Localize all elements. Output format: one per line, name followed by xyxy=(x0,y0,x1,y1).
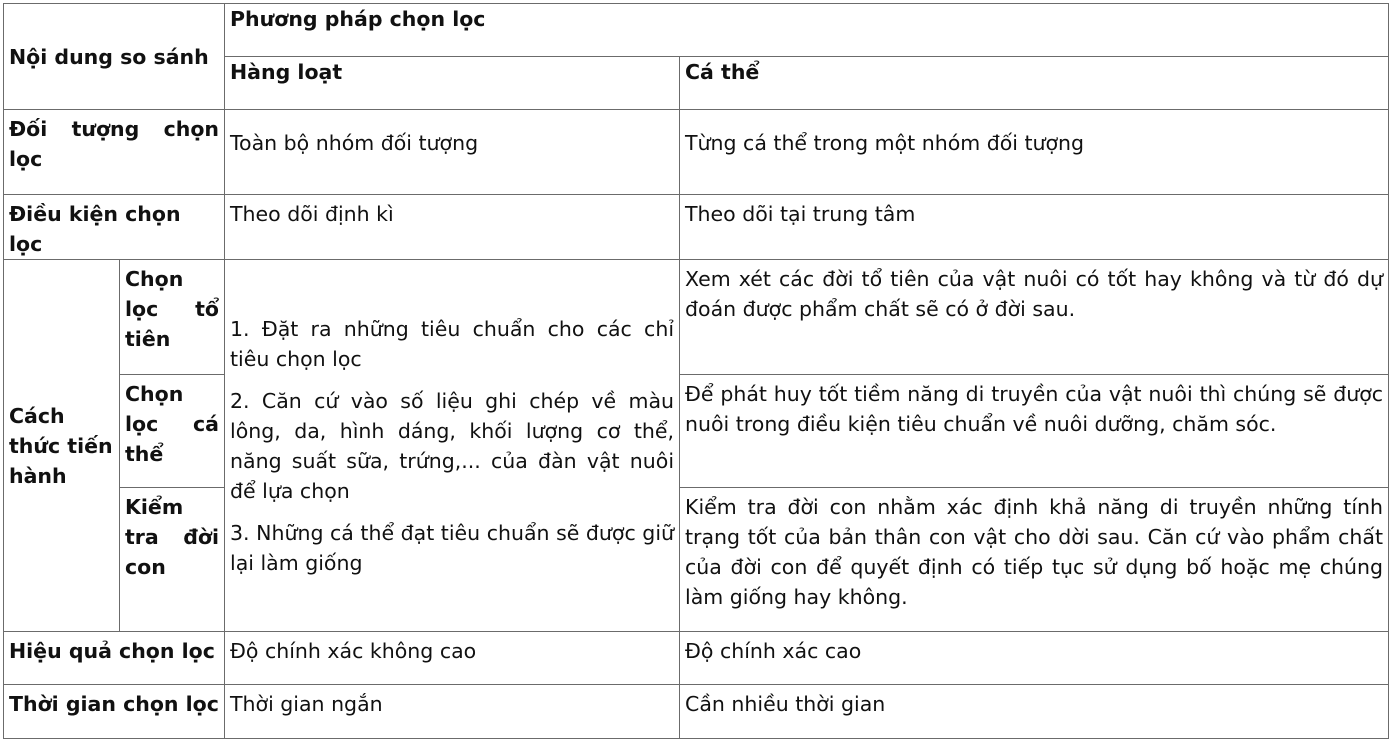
comparison-table xyxy=(3,3,1389,739)
row-object-individual: Từng cá thể trong một nhóm đối tượng xyxy=(680,110,1389,195)
row-condition xyxy=(4,195,1389,260)
row-duration xyxy=(4,685,1389,739)
header-mass: Hàng loạt xyxy=(225,57,680,110)
row-procedure-3 xyxy=(4,488,1389,632)
header-criteria: Nội dung so sánh xyxy=(4,4,225,110)
header-individual: Cá thể xyxy=(680,57,1389,110)
row-procedure-1 xyxy=(4,260,1389,375)
row-efficiency xyxy=(4,632,1389,685)
row-procedure-label: Cách thức tiến hành xyxy=(4,260,120,632)
mass-step-1: 1. Đặt ra những tiêu chuẩn cho các chỉ tiêu chọn lọc xyxy=(230,316,675,371)
row-procedure-mass xyxy=(225,260,680,632)
row-duration-individual: Cần nhiều thời gian xyxy=(680,685,1389,739)
row-procedure-2 xyxy=(4,375,1389,488)
row-efficiency-mass: Độ chính xác không cao xyxy=(225,632,680,685)
procedure-individual-3: Kiểm tra đời con nhằm xác định khả năng di truyền những tính trạng tốt của bản thân con vật cho dời sau. Căn cứ vào phẩm chất của đời con để quyết định có tiếp tục sử dụng bố hoặc mẹ chúng làm giống hay không. xyxy=(680,488,1389,632)
row-efficiency-individual: Độ chính xác cao xyxy=(680,632,1389,685)
row-object-mass: Toàn bộ nhóm đối tượng xyxy=(225,110,680,195)
row-duration-mass: Thời gian ngắn xyxy=(225,685,680,739)
row-efficiency-label: Hiệu quả chọn lọc xyxy=(4,632,225,685)
mass-step-2: 2. Căn cứ vào số liệu ghi chép về màu lông, da, hình dáng, khối lượng cơ thể, năng suất sữa, trứng,... của đàn vật nuôi để lựa chọn xyxy=(230,388,675,503)
row-condition-mass: Theo dõi định kì xyxy=(225,195,680,260)
procedure-individual-1: Xem xét các đời tổ tiên của vật nuôi có tốt hay không và từ đó dự đoán được phẩm chất sẽ có ở đời sau. xyxy=(680,260,1389,375)
row-condition-label: Điều kiện chọn lọc xyxy=(4,195,225,260)
row-object-label: Đối tượng chọn lọc xyxy=(4,110,225,195)
row-duration-label: Thời gian chọn lọc xyxy=(4,685,225,739)
header-row-1 xyxy=(4,4,1389,57)
row-object xyxy=(4,110,1389,195)
procedure-sub-label-2: Chọn lọc cá thể xyxy=(120,375,225,488)
header-method: Phương pháp chọn lọc xyxy=(225,4,1389,57)
row-condition-individual: Theo dõi tại trung tâm xyxy=(680,195,1389,260)
procedure-individual-2: Để phát huy tốt tiềm năng di truyền của vật nuôi thì chúng sẽ được nuôi trong điều kiện tiêu chuẩn về nuôi dưỡng, chăm sóc. xyxy=(680,375,1389,488)
procedure-sub-label-3: Kiểm tra đời con xyxy=(120,488,225,632)
procedure-sub-label-1: Chọn lọc tổ tiên xyxy=(120,260,225,375)
mass-step-3: 3. Những cá thể đạt tiêu chuẩn sẽ được giữ lại làm giống xyxy=(230,520,675,575)
